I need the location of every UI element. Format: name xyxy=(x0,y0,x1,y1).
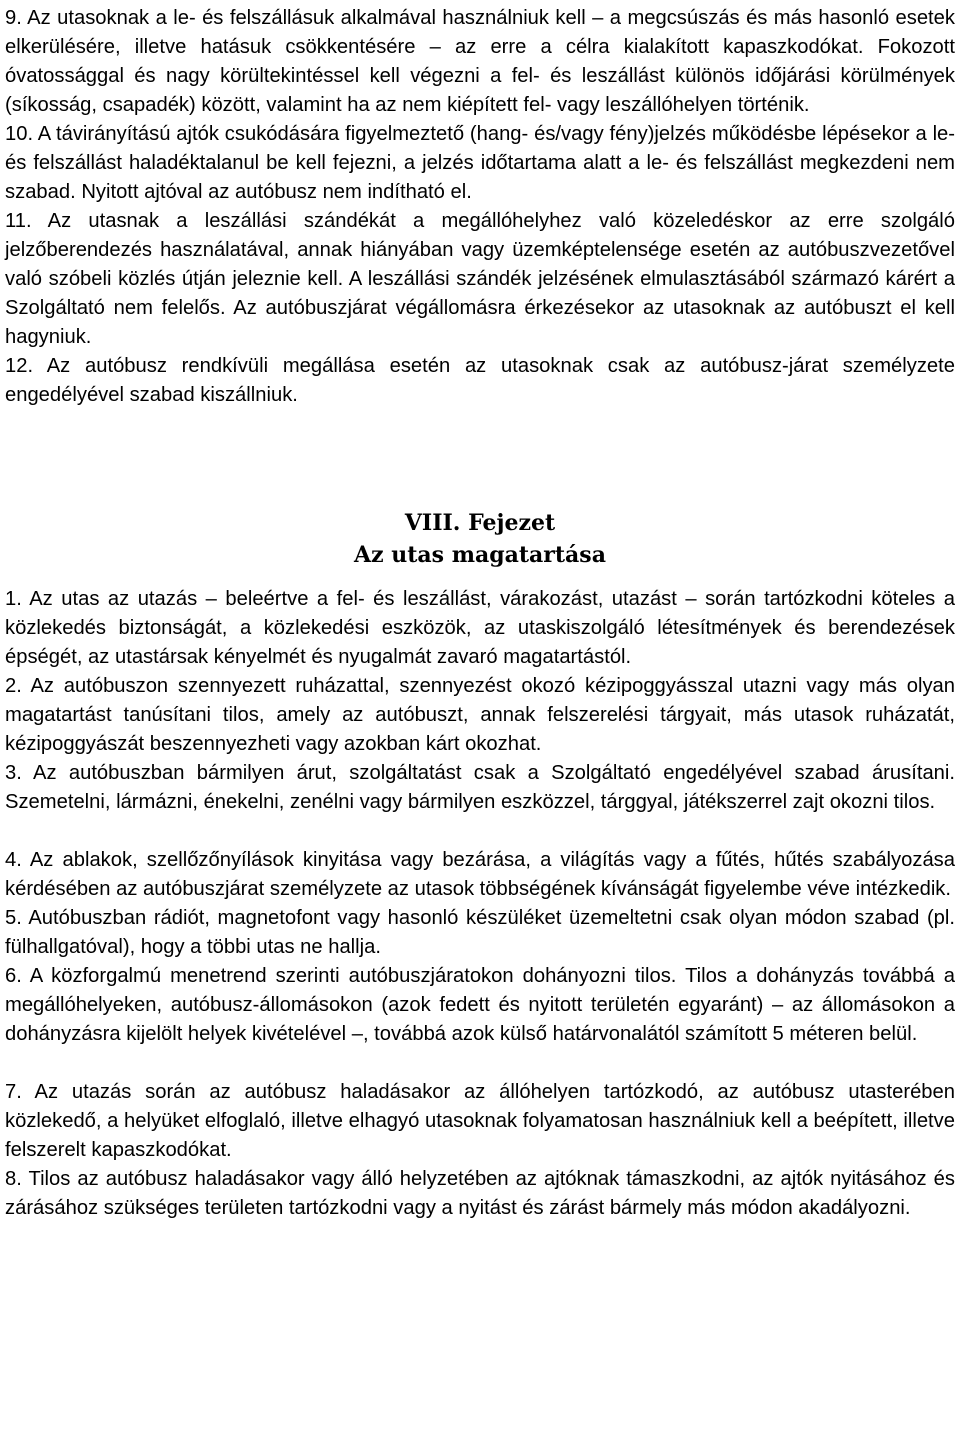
paragraph-8: 8. Tilos az autóbusz haladásakor vagy álló helyzetében az ajtóknak támaszkodni, az ajtók nyitásához és zárásához szükséges területen tartózkodni vagy a nyitást és zárást bármely más módon akadályozni. xyxy=(5,1168,955,1219)
chapter-title: Az utas magatartása xyxy=(354,542,606,568)
paragraph-6: 6. A közforgalmú menetrend szerinti autóbuszjáratokon dohányozni tilos. Tilos a dohányzás továbbá a megállóhelyeken, autóbusz-állomásokon (azok fedett és nyitott területén egyaránt) – az állomásokon a dohányzásra kijelölt helyek kivételével –, továbbá azok külső határvonalától számított 5 méteren belül. xyxy=(5,965,955,1045)
paragraph-5: 5. Autóbuszban rádiót, magnetofont vagy hasonló készüléket üzemeltetni csak olyan módon szabad (pl. fülhallgatóval), hogy a többi utas ne hallja. xyxy=(5,907,955,958)
paragraph-7: 7. Az utazás során az autóbusz haladásakor az állóhelyen tartózkodó, az autóbusz utasterében közlekedő, a helyüket elfoglaló, illetve elhagyó utasoknak folyamatosan használniuk kell a beépített, illetve felszerelt kapaszkodókat. xyxy=(5,1081,955,1161)
paragraph-9: 9. Az utasoknak a le- és felszállásuk alkalmával használniuk kell – a megcsúszás és más hasonló esetek elkerülésére, illetve hatásuk csökkentésére – az erre a célra kialakított kapaszkodókat. Fokozott óvatossággal és nagy körültekintéssel kell végezni a fel- és leszállást különös időjárási körülmények (síkosság, csapadék) között, valamint ha az nem kiépített fel- vagy leszállóhelyen történik. xyxy=(5,7,955,116)
spacer xyxy=(5,1049,955,1078)
paragraph-11: 11. Az utasnak a leszállási szándékát a megállóhelyhez való közeledéskor az erre szolgáló jelzőberendezés használatával, annak hiányában vagy üzemképtelensége esetén az autóbuszvezetővel való szóbeli közlés útján jeleznie kell. A leszállási szándék jelzésének elmulasztásából származó kárért a Szolgáltató nem felelős. Az autóbuszjárat végállomásra érkezésekor az utasoknak az autóbuszt el kell hagyniuk. xyxy=(5,210,955,348)
paragraph-2: 2. Az autóbuszon szennyezett ruházattal, szennyezést okozó kézipoggyásszal utazni vagy más olyan magatartást tanúsítani tilos, amely az autóbuszt, annak felszerelési tárgyait, más utasok ruházatát, kézipoggyászát beszennyezheti vagy azokban kárt okozhat. xyxy=(5,675,955,755)
paragraph-3: 3. Az autóbuszban bármilyen árut, szolgáltatást csak a Szolgáltató engedélyével szabad árusítani. Szemetelni, lármázni, énekelni, zenélni vagy bármilyen eszközzel, tárggyal, játékszerrel zajt okozni tilos. xyxy=(5,762,955,813)
paragraph-12: 12. Az autóbusz rendkívüli megállása esetén az utasoknak csak az autóbusz-járat személyzete engedélyével szabad kiszállniuk. xyxy=(5,355,955,406)
paragraph-1: 1. Az utas az utazás – beleértve a fel- és leszállást, várakozást, utazást – során tartózkodni köteles a közlekedés biztonságát, a közlekedési eszközök, az utaskiszolgáló létesítmények és berendezések épségét, az utastársak kényelmét és nyugalmát zavaró magatartástól. xyxy=(5,588,955,668)
chapter-heading xyxy=(5,507,955,585)
spacer xyxy=(5,817,955,846)
paragraph-10: 10. A távirányítású ajtók csukódására figyelmeztető (hang- és/vagy fény)jelzés működésbe lépésekor a le- és felszállást haladéktalanul be kell fejezni, a jelzés időtartama alatt a le- és felszállást megkezdeni nem szabad. Nyitott ajtóval az autóbusz nem indítható el. xyxy=(5,123,955,203)
paragraph-4: 4. Az ablakok, szellőzőnyílások kinyitása vagy bezárása, a világítás vagy a fűtés, hűtés szabályozása kérdésében az autóbuszjárat személyzete az utasok többségének kívánságát figyelembe véve intézkedik. xyxy=(5,849,955,900)
chapter-number: VIII. Fejezet xyxy=(404,510,556,536)
spacer xyxy=(5,410,955,507)
